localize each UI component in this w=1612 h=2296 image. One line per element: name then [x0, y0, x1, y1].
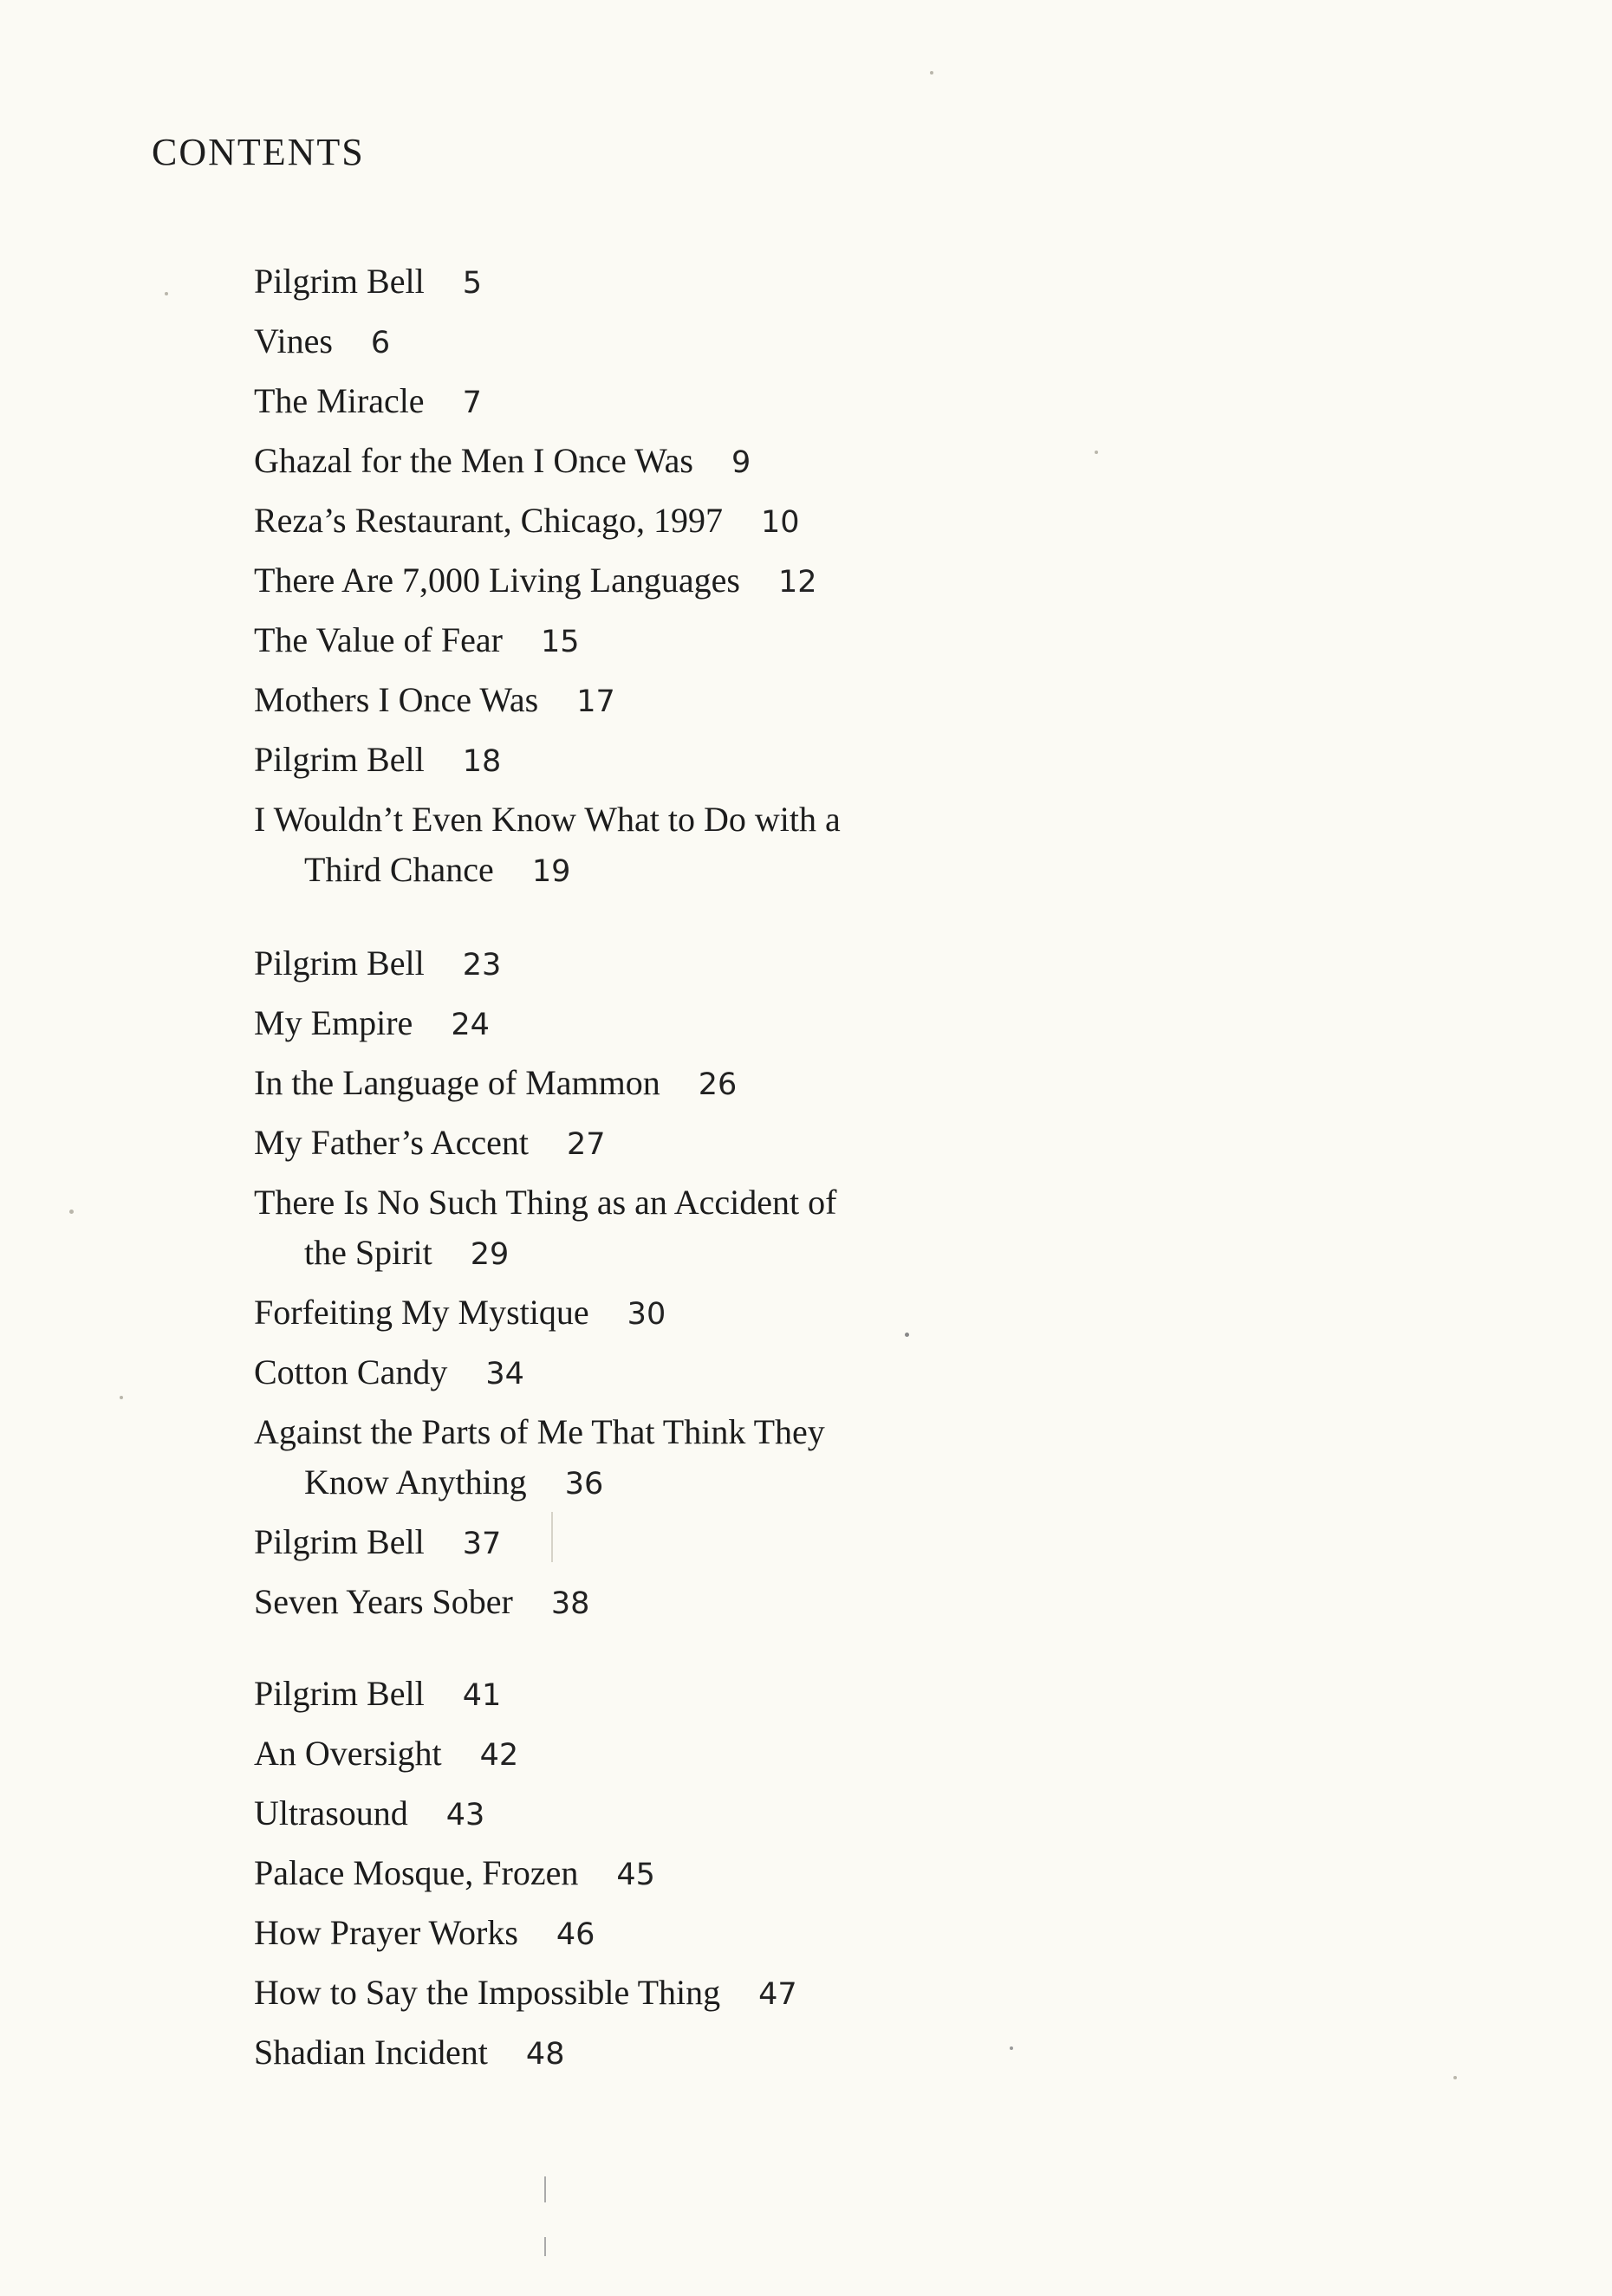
toc-entry: [254, 316, 1034, 368]
toc-entry-line: [254, 735, 1034, 787]
toc-entry: [254, 1669, 1034, 1721]
toc-entry-page: 10: [760, 505, 800, 540]
toc-entry-page: 47: [758, 1977, 797, 2012]
toc-entry-title: Reza’s Restaurant, Chicago, 1997: [254, 501, 723, 540]
paper-speck: [69, 1210, 74, 1214]
toc-entry-line: [254, 316, 1034, 368]
toc-entry-title: The Value of Fear: [254, 620, 503, 659]
toc-entry-continuation: [254, 845, 1034, 897]
toc-entry-line: [254, 1968, 1034, 2020]
toc-entry-continuation: [254, 1228, 1034, 1280]
toc-entry-line: [254, 1577, 1034, 1629]
toc-entry-title: My Empire: [254, 1003, 413, 1042]
toc-entry: [254, 376, 1034, 428]
toc-entry-title: Seven Years Sober: [254, 1582, 513, 1621]
toc-entry: [254, 1848, 1034, 1900]
toc-entry-line: [254, 376, 1034, 428]
toc-entry-page: 15: [540, 625, 580, 659]
paper-speck: [165, 292, 168, 295]
toc-entry-page: 23: [462, 948, 502, 983]
toc-entry-line: [254, 1347, 1034, 1399]
toc-entry-title: In the Language of Mammon: [254, 1063, 660, 1102]
toc-entry: [254, 938, 1034, 990]
toc-entry-line: [254, 1177, 1034, 1228]
paper-mark: [544, 2237, 546, 2256]
toc-entry: [254, 1118, 1034, 1170]
toc-entry-title: How Prayer Works: [254, 1913, 518, 1952]
toc-entry: [254, 2027, 1034, 2079]
toc-entry: [254, 1177, 1034, 1280]
paper-speck: [930, 71, 933, 75]
paper-speck: [120, 1396, 123, 1399]
toc-entry-line: [254, 496, 1034, 548]
toc-section-3: [254, 1669, 1034, 2087]
toc-entry-page: 48: [525, 2037, 565, 2072]
toc-entry-title: Pilgrim Bell: [254, 740, 425, 779]
toc-entry-page: 27: [566, 1127, 606, 1162]
toc-entry-line: [254, 998, 1034, 1050]
paper-speck: [1095, 451, 1098, 454]
toc-entry-page: 30: [627, 1297, 666, 1332]
toc-entry-page: 38: [550, 1586, 590, 1621]
toc-entry: [254, 998, 1034, 1050]
toc-entry-page: 42: [479, 1738, 519, 1773]
toc-entry-page: 19: [531, 854, 571, 889]
toc-entry-title-cont: the Spirit: [304, 1233, 432, 1272]
toc-entry-page: 37: [462, 1527, 502, 1561]
toc-entry-page: 26: [698, 1067, 738, 1102]
toc-entry-title: Ultrasound: [254, 1793, 408, 1832]
toc-entry-line: [254, 1669, 1034, 1721]
toc-entry: [254, 1728, 1034, 1780]
toc-entry-page: 34: [485, 1357, 524, 1391]
toc-entry-title: There Are 7,000 Living Languages: [254, 561, 740, 600]
toc-entry: [254, 496, 1034, 548]
page-title: CONTENTS: [152, 131, 365, 173]
toc-entry-line: [254, 1407, 1034, 1457]
toc-entry-page: 7: [462, 386, 482, 420]
toc-entry: [254, 675, 1034, 727]
toc-entry: [254, 1287, 1034, 1339]
toc-entry-page: 18: [462, 744, 502, 779]
toc-section-2: [254, 938, 1034, 1637]
toc-entry-line: [254, 1848, 1034, 1900]
toc-entry-title: Pilgrim Bell: [254, 1522, 425, 1561]
toc-entry-page: 41: [462, 1678, 502, 1713]
toc-entry: [254, 1788, 1034, 1840]
toc-entry-page: 43: [445, 1798, 485, 1832]
toc-entry-line: [254, 1908, 1034, 1960]
toc-entry: [254, 1968, 1034, 2020]
toc-entry-title: Palace Mosque, Frozen: [254, 1853, 579, 1892]
toc-entry: [254, 735, 1034, 787]
toc-entry-line: [254, 1058, 1034, 1110]
toc-entry: [254, 256, 1034, 308]
toc-entry-title-cont: Third Chance: [304, 850, 494, 889]
toc-entry-title: Mothers I Once Was: [254, 680, 539, 719]
toc-entry-title: Pilgrim Bell: [254, 1674, 425, 1713]
toc-entry-title: How to Say the Impossible Thing: [254, 1973, 721, 2012]
toc-entry: [254, 1058, 1034, 1110]
toc-entry-page: 5: [462, 266, 482, 301]
toc-entry-page: 29: [470, 1237, 510, 1272]
toc-entry-page: 9: [731, 445, 751, 480]
toc-entry-line: [254, 436, 1034, 488]
toc-entry-title: Ghazal for the Men I Once Was: [254, 441, 693, 480]
toc-entry-line: [254, 1728, 1034, 1780]
toc-entry: [254, 795, 1034, 897]
toc-entry-title: Cotton Candy: [254, 1352, 448, 1391]
toc-entry: [254, 436, 1034, 488]
toc-entry: [254, 1347, 1034, 1399]
toc-entry-page: 17: [576, 684, 615, 719]
toc-entry-line: [254, 555, 1034, 607]
toc-entry-title: Pilgrim Bell: [254, 944, 425, 983]
toc-entry-line: [254, 938, 1034, 990]
paper-mark: [544, 2176, 546, 2202]
toc-entry: [254, 1517, 1034, 1569]
toc-entry-page: 6: [370, 326, 391, 360]
toc-entry-page: 24: [451, 1008, 490, 1042]
toc-entry-line: [254, 1287, 1034, 1339]
toc-entry-title: Against the Parts of Me That Think They: [254, 1412, 825, 1451]
toc-entry-title: An Oversight: [254, 1734, 442, 1773]
toc-entry-line: [254, 2027, 1034, 2079]
toc-entry: [254, 555, 1034, 607]
toc-entry-title: There Is No Such Thing as an Accident of: [254, 1183, 837, 1222]
toc-entry-line: [254, 615, 1034, 667]
toc-entry: [254, 1577, 1034, 1629]
paper-speck: [1453, 2076, 1457, 2079]
toc-entry-title: Shadian Incident: [254, 2033, 488, 2072]
toc-entry-line: [254, 1788, 1034, 1840]
toc-entry-line: [254, 795, 1034, 845]
toc-entry-continuation: [254, 1457, 1034, 1509]
toc-entry-page: 36: [564, 1467, 604, 1501]
toc-entry-title: Pilgrim Bell: [254, 262, 425, 301]
toc-entry-page: 12: [777, 565, 817, 600]
toc-entry-title: Forfeiting My Mystique: [254, 1293, 589, 1332]
toc-entry: [254, 1407, 1034, 1509]
toc-entry-title: The Miracle: [254, 381, 425, 420]
toc-entry: [254, 615, 1034, 667]
toc-entry-line: [254, 675, 1034, 727]
toc-entry-page: 45: [616, 1858, 655, 1892]
toc-entry-line: [254, 256, 1034, 308]
toc-section-1: [254, 256, 1034, 905]
toc-entry-title: My Father’s Accent: [254, 1123, 529, 1162]
toc-entry-line: [254, 1118, 1034, 1170]
toc-entry-line: [254, 1517, 1034, 1569]
toc-entry-title: I Wouldn’t Even Know What to Do with a: [254, 800, 841, 839]
toc-entry-title-cont: Know Anything: [304, 1463, 527, 1501]
toc-entry-title: Vines: [254, 321, 333, 360]
toc-entry: [254, 1908, 1034, 1960]
toc-entry-page: 46: [556, 1917, 595, 1952]
